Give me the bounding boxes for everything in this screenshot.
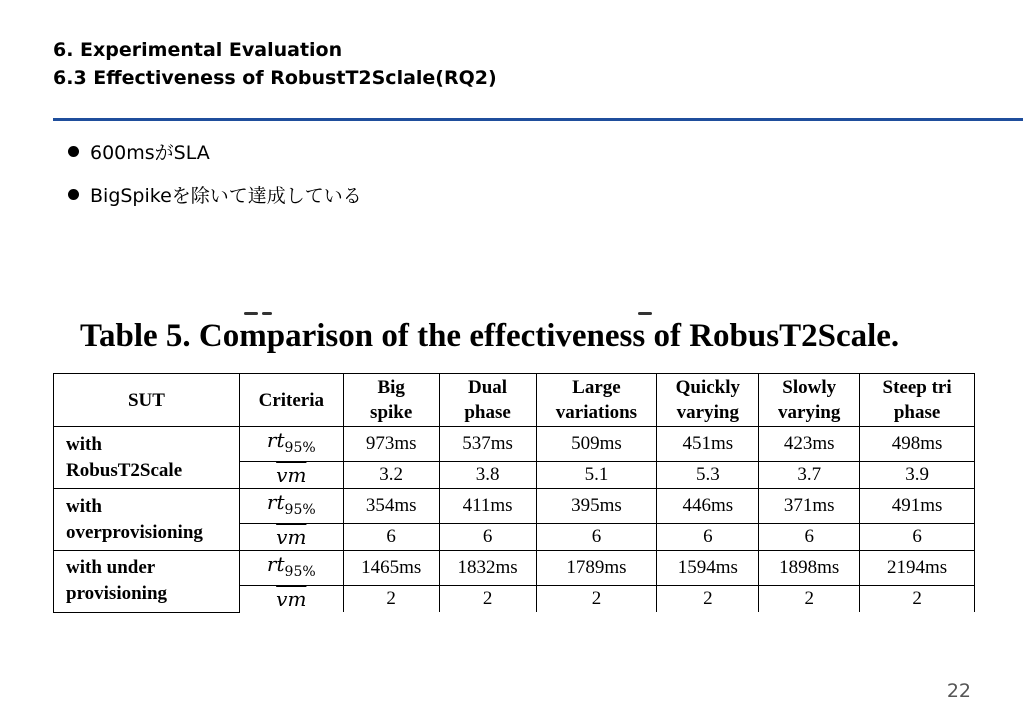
results-table [53, 373, 975, 613]
value-cell: 354ms [343, 489, 439, 524]
sut-cell: with overprovisioning [54, 489, 240, 551]
bullet-text: BigSpikeを除いて達成している [90, 184, 362, 207]
value-cell: 395ms [536, 489, 657, 524]
value-cell: 6 [860, 524, 975, 551]
slide-title [53, 36, 497, 92]
value-cell: 411ms [439, 489, 536, 524]
criteria-vm-cell: $\overline{vm}$ [239, 524, 343, 551]
header-large-variations: Large variations [536, 374, 657, 427]
value-cell: 1594ms [657, 551, 759, 586]
bullet-dot-icon [68, 189, 79, 200]
table-row [54, 427, 975, 462]
value-cell: 2 [759, 586, 860, 613]
bullet-text: 600msがSLA [90, 141, 210, 164]
bullet-item [68, 179, 362, 209]
value-cell: 2 [439, 586, 536, 613]
value-cell: 2 [343, 586, 439, 613]
value-cell: 1465ms [343, 551, 439, 586]
header-criteria: Criteria [239, 374, 343, 427]
value-cell: 537ms [439, 427, 536, 462]
value-cell: 1898ms [759, 551, 860, 586]
header-dual-phase: Dual phase [439, 374, 536, 427]
value-cell: 509ms [536, 427, 657, 462]
table-row [54, 551, 975, 586]
value-cell: 2194ms [860, 551, 975, 586]
value-cell: 491ms [860, 489, 975, 524]
header-big-spike: Big spike [343, 374, 439, 427]
value-cell: 3.7 [759, 462, 860, 489]
value-cell: 498ms [860, 427, 975, 462]
value-cell: 6 [657, 524, 759, 551]
title-divider [53, 118, 1023, 121]
table-header-row [54, 374, 975, 427]
sut-cell: with under provisioning [54, 551, 240, 613]
value-cell: 371ms [759, 489, 860, 524]
header-slowly-varying: Slowly varying [759, 374, 860, 427]
bullet-list [68, 136, 362, 222]
value-cell: 6 [536, 524, 657, 551]
bullet-dot-icon [68, 146, 79, 157]
section-title: 6. Experimental Evaluation [53, 39, 343, 61]
value-cell: 2 [536, 586, 657, 613]
value-cell: 451ms [657, 427, 759, 462]
sut-cell: with RobusT2Scale [54, 427, 240, 489]
table-row [54, 489, 975, 524]
value-cell: 973ms [343, 427, 439, 462]
header-sut: SUT [54, 374, 240, 427]
subsection-title: 6.3 Effectiveness of RobustT2Sclale(RQ2) [53, 67, 497, 89]
value-cell: 6 [343, 524, 439, 551]
value-cell: 5.3 [657, 462, 759, 489]
value-cell: 5.1 [536, 462, 657, 489]
value-cell: 423ms [759, 427, 860, 462]
table-caption: Table 5. Comparison of the effectiveness of RobusT2Scale. [80, 318, 900, 354]
criteria-rt-cell: $rt_{95\%}$ [239, 427, 343, 462]
header-quickly-varying: Quickly varying [657, 374, 759, 427]
criteria-rt-cell: $rt_{95\%}$ [239, 489, 343, 524]
header-steep-tri-phase: Steep tri phase [860, 374, 975, 427]
value-cell: 2 [860, 586, 975, 613]
criteria-rt-cell: $rt_{95\%}$ [239, 551, 343, 586]
value-cell: 446ms [657, 489, 759, 524]
value-cell: 3.8 [439, 462, 536, 489]
bullet-item [68, 136, 362, 166]
criteria-vm-cell: $\overline{vm}$ [239, 462, 343, 489]
value-cell: 6 [759, 524, 860, 551]
value-cell: 1832ms [439, 551, 536, 586]
value-cell: 3.9 [860, 462, 975, 489]
value-cell: 2 [657, 586, 759, 613]
value-cell: 6 [439, 524, 536, 551]
value-cell: 3.2 [343, 462, 439, 489]
criteria-vm-cell: $\overline{vm}$ [239, 586, 343, 613]
value-cell: 1789ms [536, 551, 657, 586]
page-number: 22 [946, 680, 971, 702]
